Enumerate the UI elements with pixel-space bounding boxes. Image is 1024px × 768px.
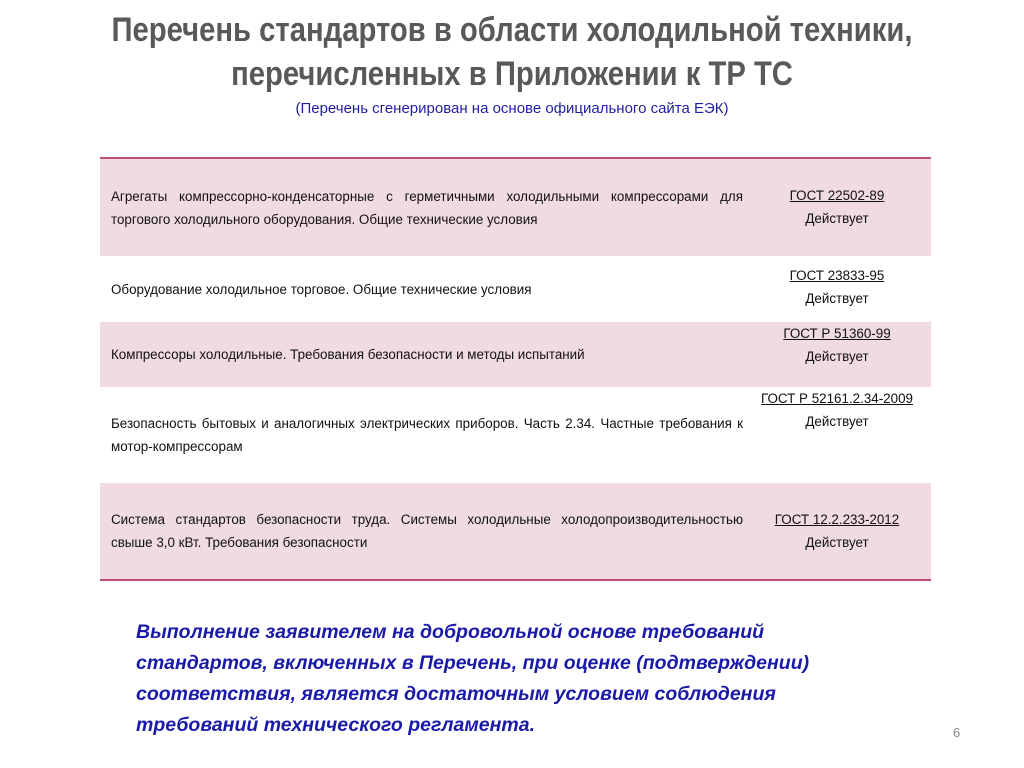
- table-row: [100, 322, 931, 387]
- slide-title: [89, 8, 935, 96]
- standard-code-cell: [743, 159, 931, 256]
- table-row: [100, 256, 931, 322]
- table-row: [100, 483, 931, 579]
- standard-status: Действует: [805, 211, 869, 226]
- page-number: 6: [953, 725, 961, 740]
- compliance-note: Выполнение заявителем на добровольной основе требований стандартов, включенных в Перечень, при оценке (подтверждении) соответствия, является достаточным условием соблюдения требований технического регламента.: [136, 621, 810, 736]
- standard-code-link[interactable]: ГОСТ Р 52161.2.34-2009: [761, 391, 913, 406]
- standard-status: Действует: [805, 349, 869, 364]
- standard-code-link[interactable]: ГОСТ 23833-95: [789, 268, 885, 283]
- standard-description-cell: [100, 256, 743, 322]
- standard-status: Действует: [805, 291, 869, 306]
- standard-code-cell: [743, 322, 931, 387]
- standard-description: Оборудование холодильное торговое. Общие технические условия: [111, 281, 532, 297]
- slide-title-line-1: Перечень стандартов в области холодильной техники,: [111, 11, 913, 49]
- standard-code-link[interactable]: ГОСТ 22502-89: [789, 188, 885, 203]
- standard-code-cell: [743, 256, 931, 322]
- slide-subtitle: (Перечень сгенерирован на основе официального сайта ЕЭК): [295, 100, 729, 117]
- standard-code-cell: [743, 387, 931, 483]
- standard-description-cell: [100, 483, 743, 579]
- standard-description-cell: [100, 322, 743, 387]
- standard-description: Система стандартов безопасности труда. Системы холодильные холодопроизводительностью свыше 3,0 кВт. Требования безопасности: [111, 512, 743, 550]
- standard-status: Действует: [805, 414, 869, 429]
- standard-status: Действует: [805, 535, 869, 550]
- standard-description: Агрегаты компрессорно-конденсаторные с герметичными холодильными компрессорами для торгового холодильного оборудования. Общие технические условия: [111, 188, 743, 227]
- slide-title-line-2: перечисленных в Приложении к ТР ТС: [231, 55, 793, 93]
- standard-code-cell: [743, 483, 931, 579]
- standard-description: Компрессоры холодильные. Требования безопасности и методы испытаний: [111, 347, 585, 362]
- table-row: [100, 159, 931, 256]
- standards-table: [100, 157, 931, 581]
- standard-description-cell: [100, 159, 743, 256]
- table-row: [100, 387, 931, 483]
- standard-description-cell: [100, 387, 743, 483]
- standard-code-link[interactable]: ГОСТ Р 51360-99: [783, 326, 891, 341]
- standard-code-link[interactable]: ГОСТ 12.2.233-2012: [774, 512, 900, 527]
- standard-description: Безопасность бытовых и аналогичных электрических приборов. Часть 2.34. Частные требования к мотор-компрессорам: [111, 416, 743, 454]
